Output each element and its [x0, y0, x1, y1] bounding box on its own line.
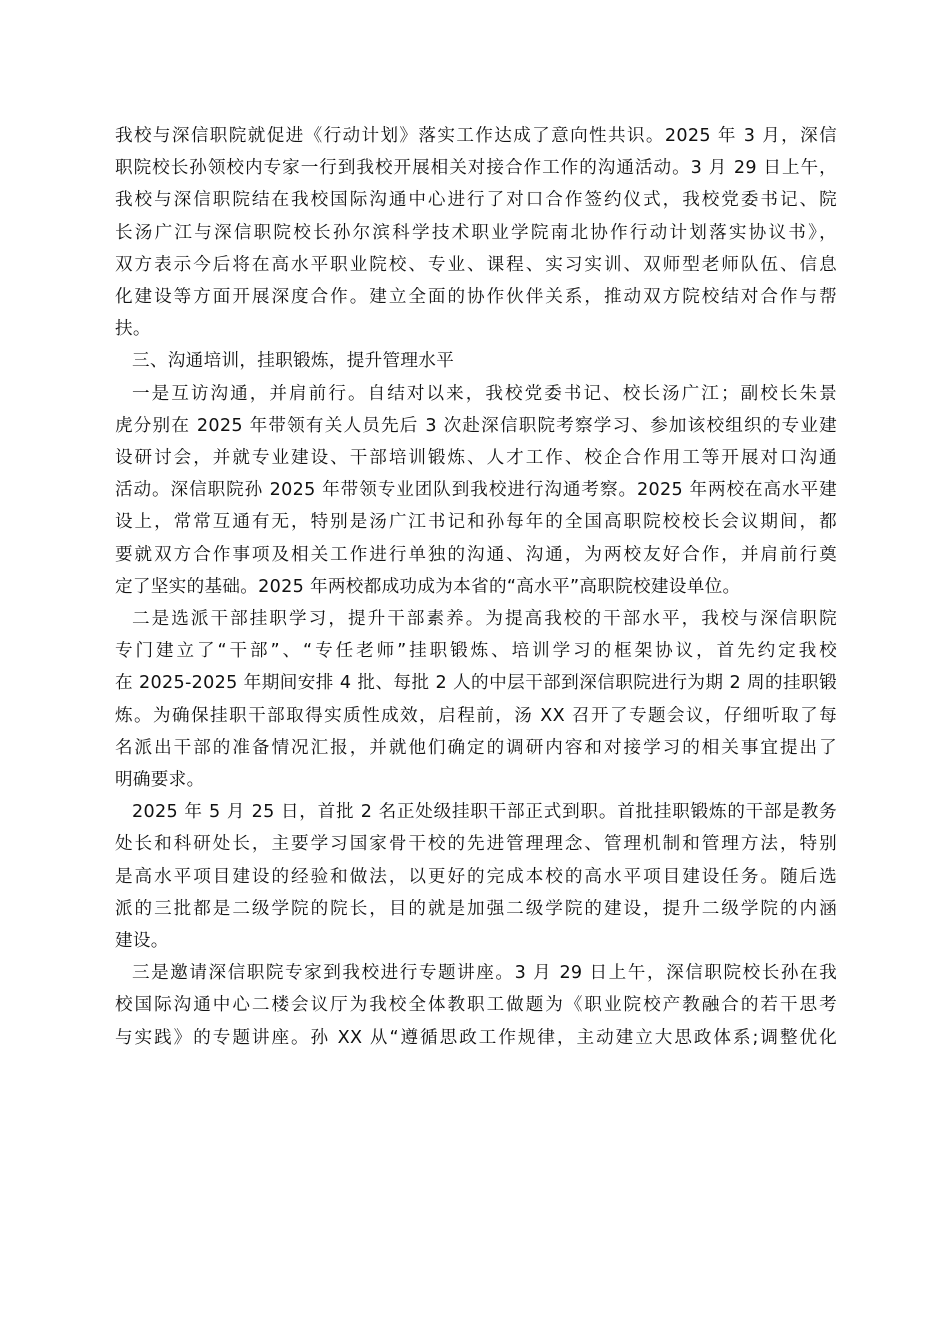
text-line: 定了坚实的基础。2025 年两校都成功成为本省的“高水平”高职院校建设单位。: [115, 576, 741, 597]
text-line: 三是邀请深信职院专家到我校进行专题讲座。3 月 29 日上午，深信职院校长孙在我: [132, 963, 837, 984]
text-line: 设研讨会，并就专业建设、干部培训锻炼、人才工作、校企合作用工等开展对口沟通: [115, 448, 837, 469]
text-line: 炼。为确保挂职干部取得实质性成效，启程前，汤 XX 召开了专题会议，仔细听取了每: [115, 705, 837, 726]
paragraph-mutual-visits: [115, 378, 837, 603]
text-line: 化建设等方面开展深度合作。建立全面的协作伙伴关系，推动双方院校结对合作与帮: [115, 287, 837, 308]
text-line: 与实践》的专题讲座。孙 XX 从“遵循思政工作规律，主动建立大思政体系;调整优化: [115, 1027, 837, 1048]
text-line: 职院校长孙领校内专家一行到我校开展相关对接合作工作的沟通活动。3 月 29 日上午，: [115, 158, 837, 179]
paragraph-first-batch: [115, 796, 837, 957]
text-line: 校国际沟通中心二楼会议厅为我校全体教职工做题为《职业院校产教融合的若干思考: [115, 995, 837, 1016]
paragraph-cadre-secondment: [115, 603, 837, 796]
paragraph-expert-lecture: [115, 957, 837, 1054]
text-line: 建设。: [115, 931, 169, 952]
text-line: 活动。深信职院孙 2025 年带领专业团队到我校进行沟通考察。2025 年两校在高水平建: [115, 480, 837, 501]
text-line: 二是选派干部挂职学习，提升干部素养。为提高我校的干部水平，我校与深信职院: [132, 609, 837, 630]
document-body: [115, 120, 837, 1054]
text-line: 扶。: [115, 319, 151, 340]
text-line: 要就双方合作事项及相关工作进行单独的沟通、沟通，为两校友好合作，并肩前行奠: [115, 544, 837, 565]
text-line: 专门建立了“干部”、“专任老师”挂职锻炼、培训学习的框架协议，首先约定我校: [115, 641, 837, 662]
text-line: 长汤广江与深信职院校长孙尔滨科学技术职业学院南北协作行动计划落实协议书》，: [115, 222, 837, 243]
text-line: 我校与深信职院结在我校国际沟通中心进行了对口合作签约仪式，我校党委书记、院: [115, 190, 837, 211]
text-line: 2025 年 5 月 25 日，首批 2 名正处级挂职干部正式到职。首批挂职锻炼的干部是教务: [132, 802, 837, 823]
text-line: 在 2025-2025 年期间安排 4 批、每批 2 人的中层干部到深信职院进行为期 2 周的挂职锻: [115, 673, 837, 694]
heading-text: 三、沟通培训，挂职锻炼，提升管理水平: [132, 351, 455, 372]
text-line: 一是互访沟通，并肩前行。自结对以来，我校党委书记、校长汤广江；副校长朱景: [132, 383, 837, 404]
text-line: 设上，常常互通有无，特别是汤广江书记和孙每年的全国高职院校校长会议期间，都: [115, 512, 837, 533]
text-line: 是高水平项目建设的经验和做法，以更好的完成本校的高水平项目建设任务。随后选: [115, 866, 837, 887]
text-line: 名派出干部的准备情况汇报，并就他们确定的调研内容和对接学习的相关事宜提出了: [115, 737, 837, 758]
text-line: 我校与深信职院就促进《行动计划》落实工作达成了意向性共识。2025 年 3 月，深信: [115, 126, 837, 146]
section-heading: [115, 345, 837, 377]
paragraph-cooperation-agreement: [115, 120, 837, 345]
text-line: 处长和科研处长，主要学习国家骨干校的先进管理理念、管理机制和管理方法，特别: [115, 834, 837, 855]
text-line: 明确要求。: [115, 770, 205, 791]
text-line: 虎分别在 2025 年带领有关人员先后 3 次赴深信职院考察学习、参加该校组织的专业建: [115, 415, 837, 436]
text-line: 派的三批都是二级学院的院长，目的就是加强二级学院的建设，提升二级学院的内涵: [115, 898, 837, 919]
text-line: 双方表示今后将在高水平职业院校、专业、课程、实习实训、双师型老师队伍、信息: [115, 254, 837, 275]
